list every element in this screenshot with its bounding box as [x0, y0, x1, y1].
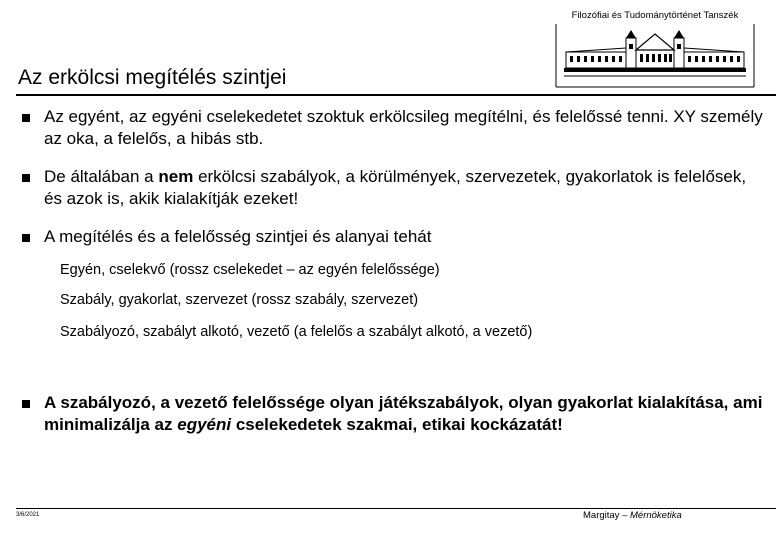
footer-author: Margitay –: [583, 510, 630, 521]
sub-item: Szabályozó, szabályt alkotó, vezető (a felelős a szabályt alkotó, a vezető): [60, 324, 533, 340]
bullet-text-emphasis: nem: [158, 167, 194, 186]
footer-credit: [583, 510, 682, 521]
bullet-square-icon: [22, 234, 30, 242]
bullet-text-end: erkölcsi szabályok, a körülmények, szervezetek, gyakorlatok is felelősek, és azok is, akik kialakítják ezeket!: [44, 167, 747, 208]
building-icon: [554, 10, 756, 88]
bullet-text: [44, 392, 766, 436]
title-divider: [16, 94, 776, 96]
footer-course: Mérnöketika: [630, 510, 682, 521]
bullet-text: [44, 166, 766, 210]
bullet-text-emphasis: egyéni: [177, 415, 232, 434]
logo-caption: Filozófiai és Tudománytörténet Tanszék: [571, 10, 739, 21]
bullet-text-start: De általában a: [44, 167, 159, 186]
sub-item: Szabály, gyakorlat, szervezet (rossz szabály, szervezet): [60, 292, 419, 308]
sub-item: Egyén, cselekvő (rossz cselekedet – az egyén felelőssége): [60, 262, 440, 278]
footer-divider: [16, 508, 776, 509]
bullet-text: Az egyént, az egyéni cselekedetet szoktuk erkölcsileg megítélni, és felelőssé tenni. XY személy az oka, a felelős, a hibás stb.: [44, 107, 763, 148]
page-title: Az erkölcsi megítélés szintjei: [18, 66, 287, 89]
bullet-square-icon: [22, 174, 30, 182]
bullet-square-icon: [22, 400, 30, 408]
footer-date: 3/6/2021: [16, 512, 40, 518]
bullet-text-end: cselekedetek szakmai, etikai kockázatát!: [231, 415, 563, 434]
bullet-text: A megítélés és a felelősség szintjei és alanyai tehát: [44, 227, 432, 246]
bullet-text-start: A szabályozó, a vezető felelőssége olyan játékszabályok, olyan gyakorlat kialakítása, ami minimalizálja az: [44, 393, 763, 434]
department-logo: [554, 10, 756, 88]
bullet-square-icon: [22, 114, 30, 122]
